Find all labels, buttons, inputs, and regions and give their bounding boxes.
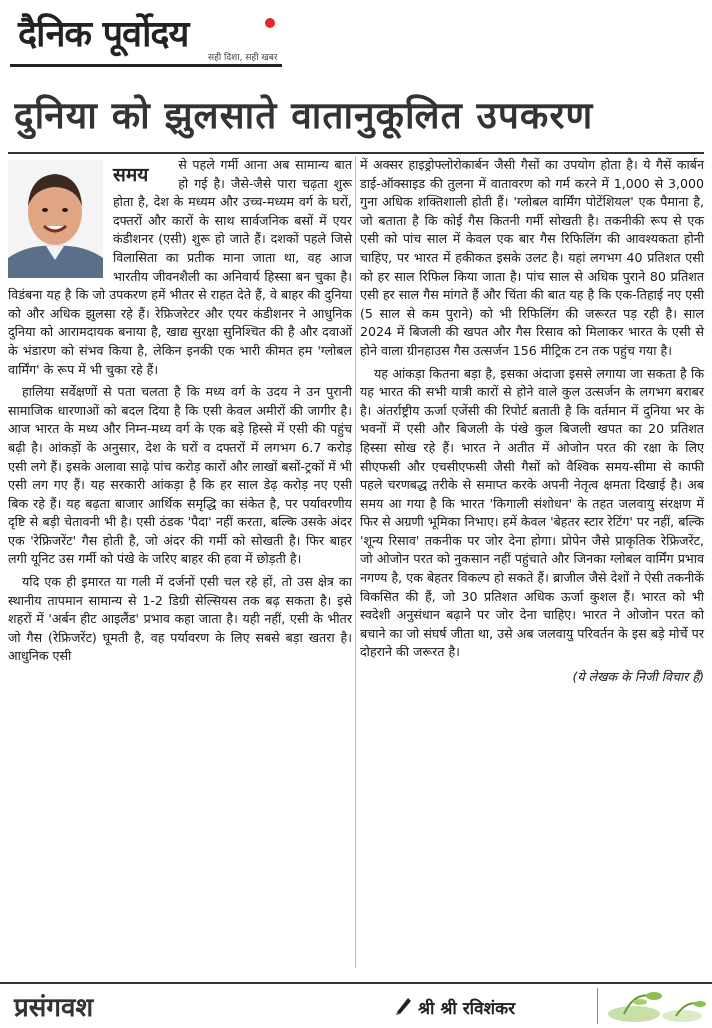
headline-rule xyxy=(8,152,704,154)
paragraph: यह आंकड़ा कितना बड़ा है, इसका अंदाजा इससे लगाया जा सकता है कि यह भारत की सभी यात्री कारों से होने वाले कुल उत्सर्जन के लगभग बराबर है। अंतर्राष्ट्रीय ऊर्जा एजेंसी की रिपोर्ट बताती है कि वर्तमान में दुनिया भर के भवनों में एसी और बिजली के पंखे कुल बिजली खपत का 20 प्रतिशत हिस्सा सोख रहे हैं। भारत ने अतीत में ओजोन परत की रक्षा के लिए सीएफसी और एचसीएफसी जैसी गैसों को वैश्विक समय-सीमा से काफी पहले चरणबद्ध तरीके से समाप्त करके अपनी नेतृत्व क्षमता दिखाई है। अब समय आ गया है कि भारत 'किगाली संशोधन' के तहत जलवायु संरक्षण में फिर से अग्रणी भूमिका निभाए। हमें केवल 'बेहतर स्टार रेटिंग' पर नहीं, बल्कि 'शून्य रिसाव' तकनीक पर जोर देना होगा। प्रोपेन जैसे प्राकृतिक रेफ्रिजरेंट, जो ओजोन परत को नुकसान नहीं पहुंचाते और जिनका ग्लोबल वार्मिंग प्रभाव नगण्य है, एक बेहतर विकल्प हो सकते हैं। ब्राजील जैसे देशों ने ऐसी तकनीकें विकसित की हैं, जो 30 प्रतिशत अधिक ऊर्जा कुशल हैं। भारत को भी स्वदेशी अनुसंधान बढ़ाने पर जोर देना चाहिए। भारत ने ओजोन परत को बचाने का जो संघर्ष जीता था, उसे अब जलवायु परिवर्तन के इस बड़े मोर्चे पर दोहराने की जरूरत है। xyxy=(360,365,704,660)
pen-icon xyxy=(394,994,414,1016)
author-disclaimer: (ये लेखक के निजी विचार हैं) xyxy=(572,669,704,685)
paragraph: से पहले गर्मी आना अब सामान्य बात हो गई है। जैसे-जैसे पारा चढ़ता शुरू होता है, देश के मध्यम और उच्च-मध्यम वर्ग के घरों, दफ्तरों और कारों के साथ सार्वजनिक बसों में एयर कंडीशनर (एसी) शुरू हो जाते हैं। दशकों पहले जिसे विलासिता का प्रतीक माना जाता था, वह आज भारतीय जीवनशैली का अनिवार्य हिस्सा बन चुका है। विडंबना यह है कि जो उपकरण हमें भीतर से राहत देते हैं, वे बाहर की दुनिया को और अधिक झुलसा रहे हैं। रेफ्रिजरेटर और एयर कंडीशनर ने आधुनिक दुनिया को आरामदायक बनाया है, खाद्य सुरक्षा सुनिश्चित की है और दवाओं के भंडारण को संभव किया है, लेकिन इनकी एक भारी कीमत हम 'ग्लोबल वार्मिंग' के रूप में भी चुका रहे हैं। xyxy=(8,157,352,377)
article-column-left xyxy=(8,156,352,670)
article-column-right xyxy=(360,156,704,687)
paragraph: हालिया सर्वेक्षणों से पता चलता है कि मध्य वर्ग के उदय ने उन पुरानी सामाजिक धारणाओं को बदल दिया है कि एसी केवल अमीरों की जागीर है। आज भारत के मध्य और निम्न-मध्य वर्ग के एक बड़े हिस्से में एसी की पहुंच बढ़ी है। आंकड़ों के अनुसार, देश के घरों व दफ्तरों में लगभग 6.7 करोड़ एसी लगे हैं। इसके अलावा साढ़े पांच करोड़ कारों और लाखों बसों-ट्रकों में भी एसी लग गए हैं। यह सरकारी आंकड़ा है कि हर साल डेढ़ करोड़ नए एसी बिक रहे हैं। यह बढ़ता बाजार आर्थिक समृद्धि का संकेत है, पर पर्यावरणीय दृष्टि से बड़ी चेतावनी भी है। एसी ठंडक 'पैदा' नहीं करता, बल्कि उसके अंदर एक 'रेफ्रिजरेंट' गैस होती है, जो अंदर की गर्मी को सोखती है। फिर बाहर लगी यूनिट उस गर्मी को पंखे के जरिए बाहर की हवा में छोड़ती है। xyxy=(8,384,352,567)
paragraph: यदि एक ही इमारत या गली में दर्जनों एसी चल रहे हों, तो उस क्षेत्र का स्थानीय तापमान सामान्य से 1-2 डिग्री सेल्सियस तक बढ़ सकता है। इसे शहरों में 'अर्बन हीट आइलैंड' प्रभाव कहा जाता है। यही नहीं, एसी के भीतर जो गैस (रेफ्रिजरेंट) घूमती है, वह पर्यावरण के लिए सबसे बड़ा खतरा है। आधुनिक एसी xyxy=(8,574,352,664)
quote-author: श्री श्री रविशंकर xyxy=(418,999,516,1019)
brand-sun-icon xyxy=(265,18,275,28)
masthead-rule xyxy=(10,64,282,67)
author-byline: समय xyxy=(113,164,149,186)
footer-strip xyxy=(0,982,712,1028)
plant-illustration-icon xyxy=(604,986,708,1026)
footer-divider xyxy=(597,988,598,1024)
paragraph: में अक्सर हाइड्रोफ्लोरोकार्बन जैसी गैसों का उपयोग होता है। ये गैसें कार्बन डाई-ऑक्साइड की तुलना में वातावरण को गर्म करने में 1,000 से 3,000 गुना अधिक शक्तिशाली होती हैं। 'ग्लोबल वार्मिंग पोटेंशियल' एक पैमाना है, जो बताता है कि कोई गैस कितनी गर्मी सोखती है। तकनीकी रूप से एक एसी को पांच साल में केवल एक बार गैस रिफिलिंग की आवश्यकता होनी चाहिए, पर भारत में हकीकत इसके उलट है। यहां लगभग 40 प्रतिशत एसी को हर साल रिफिल किया जाता है। पांच साल से अधिक पुराने 80 प्रतिशत एसी हर साल गैस मांगते हैं और चिंता की बात यह है कि एक-तिहाई नए एसी (5 साल से कम पुराने) को भी रिफिलिंग की जरूरत पड़ रही है। साल 2024 में बिजली की खपत और गैस रिसाव को मिलाकर भारत के एसी से होने वाला ग्रीनहाउस गैस उत्सर्जन 156 मीट्रिक टन तक पहुंच गया है। xyxy=(360,157,704,358)
section-title: प्रसंगवश xyxy=(14,993,94,1023)
newspaper-tagline: सही दिशा, सही खबर xyxy=(208,53,278,63)
column-divider xyxy=(355,156,356,968)
newspaper-name: दैनिक पूर्वोदय xyxy=(18,14,189,55)
article-headline: दुनिया को झुलसाते वातानुकूलित उपकरण xyxy=(14,94,594,137)
masthead xyxy=(10,6,290,72)
author-photo xyxy=(8,160,103,278)
